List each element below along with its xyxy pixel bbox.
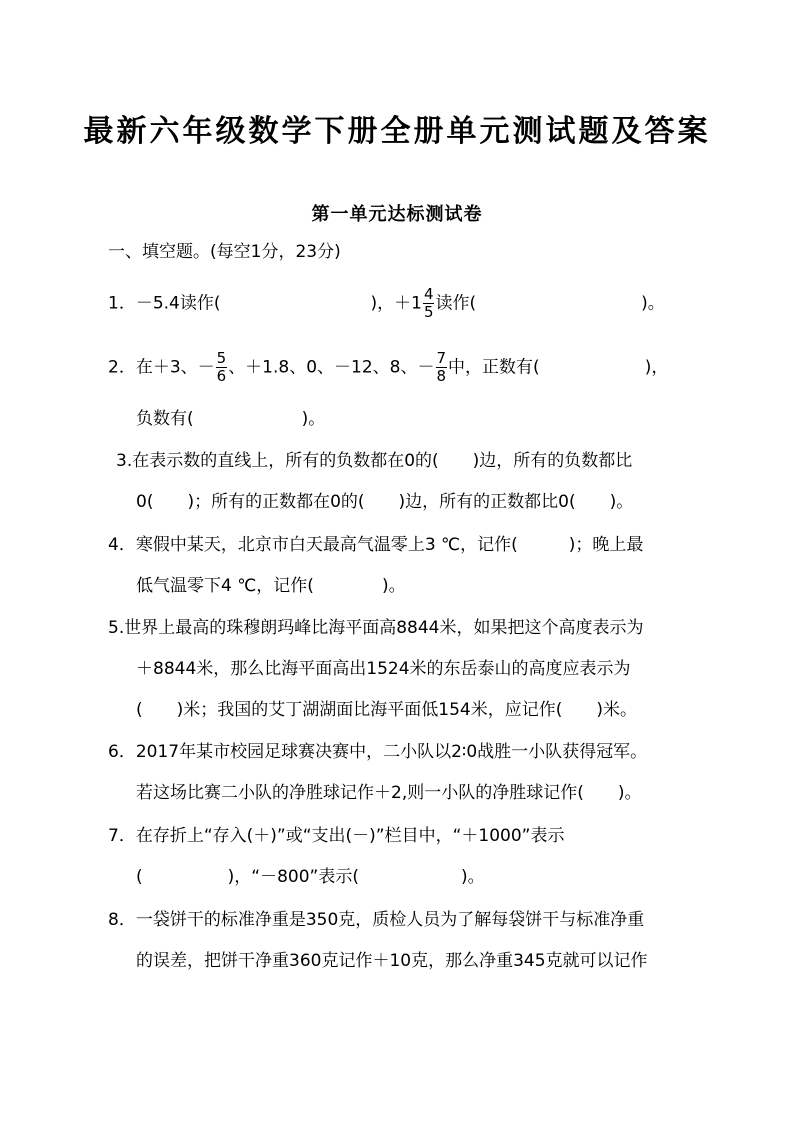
- question-2-line-2: [136, 408, 325, 430]
- q2-text-line2-end: )。: [301, 409, 326, 429]
- document-title: 最新六年级数学下册全册单元测试题及答案: [83, 114, 711, 149]
- question-6-line-2: 若这场比赛二小队的净胜球记作＋2,则一小队的净胜球记作( )。: [136, 783, 642, 803]
- q2-numerator-1: 5: [216, 349, 227, 367]
- q2-text-d: )，: [644, 357, 669, 378]
- question-8-line-1: 8．一袋饼干的标准净重是350克，质检人员为了解每袋饼干与标准净重: [108, 910, 645, 930]
- q2-text-b: 、＋1.8、0、－12、8、－: [228, 357, 435, 378]
- q1-text-a: 1．－5.4读作(: [108, 293, 221, 314]
- question-5-line-1: 5.世界上最高的珠穆朗玛峰比海平面高8844米，如果把这个高度表示为: [108, 618, 644, 638]
- q2-text-c: 中，正数有(: [448, 357, 540, 378]
- q1-numerator: 4: [423, 285, 434, 303]
- q2-numerator-2: 7: [436, 349, 447, 367]
- q2-fraction-1: [216, 350, 228, 385]
- question-7-line-2: ( )，“－800”表示( )。: [136, 867, 485, 887]
- question-2: [108, 350, 668, 385]
- q1-text-d: )。: [641, 293, 665, 314]
- unit-title: 第一单元达标测试卷: [311, 204, 483, 225]
- question-4-line-1: 4．寒假中某天，北京市白天最高气温零上3 ℃，记作( )；晚上最: [108, 535, 644, 555]
- question-7-line-1: 7．在存折上“存入(＋)”或“支出(－)”栏目中，“＋1000”表示: [108, 826, 565, 846]
- q1-denominator: 5: [423, 303, 434, 321]
- q1-text-b: )，＋1: [370, 293, 422, 314]
- question-3-line-2: 0( )；所有的正数都在0的( )边，所有的正数都比0( )。: [136, 492, 634, 512]
- q2-fraction-2: [436, 350, 448, 385]
- q2-denominator-2: 8: [436, 367, 447, 385]
- section-heading: 一、填空题。(每空1分，23分): [108, 242, 341, 262]
- question-6-line-1: 6．2017年某市校园足球赛决赛中，二小队以2∶0战胜一小队获得冠军。: [108, 742, 648, 762]
- question-5-line-2: ＋8844米，那么比海平面高出1524米的东岳泰山的高度应表示为: [136, 659, 631, 679]
- question-4-line-2: 低气温零下4 ℃，记作( )。: [136, 576, 406, 596]
- q2-text-a: 2．在＋3、－: [108, 357, 215, 378]
- question-8-line-2: 的误差，把饼干净重360克记作＋10克，那么净重345克就可以记作: [136, 951, 648, 971]
- q1-fraction: [423, 286, 435, 321]
- q1-text-c: 读作(: [435, 293, 477, 314]
- question-1: [108, 286, 665, 321]
- question-5-line-3: ( )米；我国的艾丁湖湖面比海平面低154米，应记作( )米。: [136, 700, 637, 720]
- q2-denominator-1: 6: [216, 367, 227, 385]
- q2-text-line2: 负数有(: [136, 409, 194, 429]
- question-3-line-1: 3.在表示数的直线上，所有的负数都在0的( )边，所有的负数都比: [116, 451, 633, 471]
